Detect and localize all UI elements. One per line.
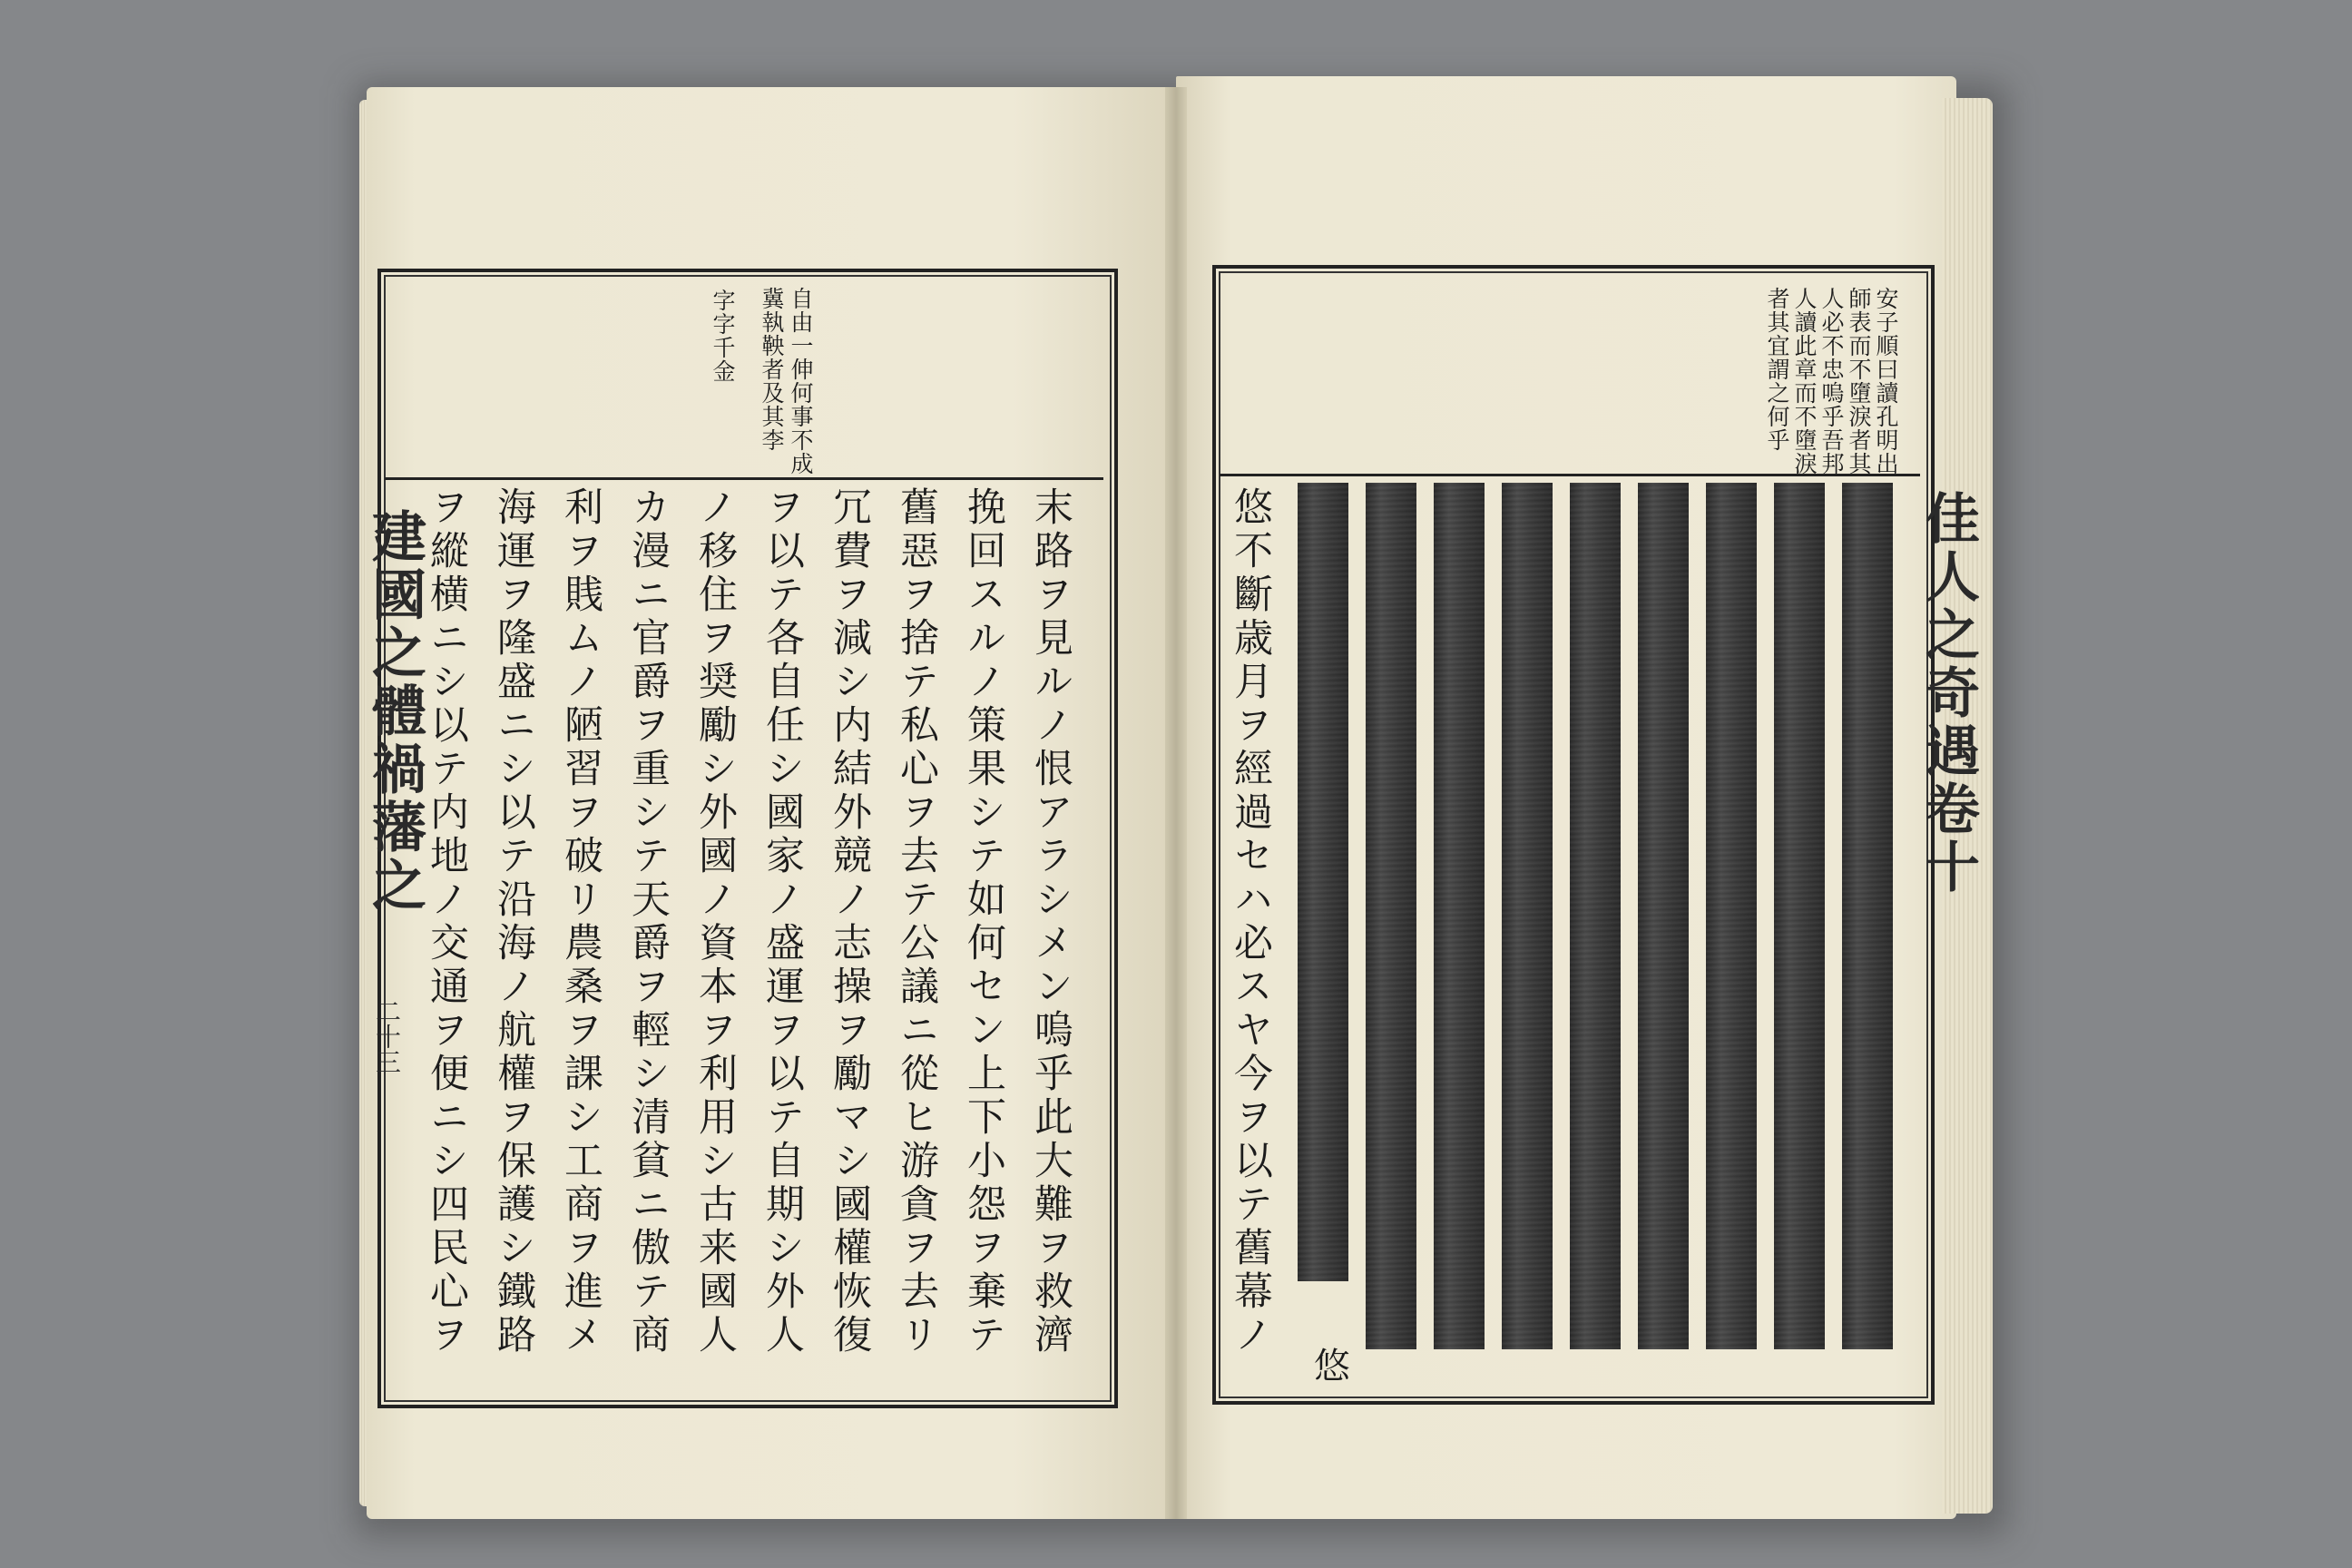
left-body-column-1: 末路ヲ見ルノ恨アラシメン嗚乎此大難ヲ救濟 [1028, 486, 1073, 1357]
right-margin-title: 佳人之奇遇卷十 [1916, 490, 1980, 897]
right-note-2: 師表而不墮淚者其 [1846, 287, 1872, 475]
right-note-1: 安子順曰讀孔明出 [1873, 287, 1899, 475]
left-note-2: 冀執鞅者及其李 [759, 287, 785, 452]
censored-bar-5 [1570, 483, 1621, 1349]
left-body-column-4: 冗費ヲ減シ内結外競ノ志操ヲ勵マシ國權恢復 [827, 486, 872, 1357]
censored-bar-7 [1706, 483, 1757, 1349]
left-header-register [385, 276, 1103, 480]
censored-bar-6 [1638, 483, 1689, 1349]
censored-bar-9 [1842, 483, 1893, 1349]
left-body-column-8: 利ヲ賎ムノ陋習ヲ破リ農桑ヲ課シ工商ヲ進メ [558, 486, 603, 1357]
left-body-column-10: ヲ縱横ニシ以テ内地ノ交通ヲ便ニシ四民心ヲ [424, 486, 469, 1357]
right-note-3: 人必不忠嗚乎吾邦 [1818, 287, 1845, 475]
left-body-column-5: ヲ以テ各自任シ國家ノ盛運ヲ以テ自期シ外人 [760, 486, 805, 1357]
left-body-column-9: 海運ヲ隆盛ニシ以テ沿海ノ航權ヲ保護シ鐵路 [491, 486, 536, 1357]
left-body-column-7: カ漫ニ官爵ヲ重シテ天爵ヲ輕シ清貧ニ傲テ商 [625, 486, 671, 1357]
left-body-column-3: 舊惡ヲ捨テ私心ヲ去テ公議ニ從ヒ游貪ヲ去リ [894, 486, 939, 1357]
right-body-column-1: 悠不斷歳月ヲ經過セハ必スヤ今ヲ以テ舊幕ノ [1228, 486, 1273, 1357]
left-page-number: 二十三 [372, 998, 402, 1074]
right-note-5: 者其宜謂之何乎 [1764, 287, 1790, 452]
censored-bar-3 [1434, 483, 1485, 1349]
censored-bar-4 [1502, 483, 1553, 1349]
left-body-column-2: 挽回スルノ策果シテ如何セン上下小怨ヲ棄テ [961, 486, 1006, 1357]
left-margin-title: 建國之體禍藩之 [363, 508, 426, 915]
censored-bar-2 [1366, 483, 1416, 1349]
censored-bar-8 [1774, 483, 1825, 1349]
censored-bar-label: 悠 [1314, 1346, 1350, 1387]
book-spine [1165, 87, 1187, 1519]
censored-bar-1 [1298, 483, 1348, 1281]
left-note-1: 自由一伸何事不成 [788, 287, 814, 475]
right-note-4: 人讀此章而不墮淚 [1791, 287, 1818, 475]
left-note-3: 字字千金 [710, 289, 736, 383]
left-body-column-6: ノ移住ヲ奨勵シ外國ノ資本ヲ利用シ古来國人 [692, 486, 738, 1357]
